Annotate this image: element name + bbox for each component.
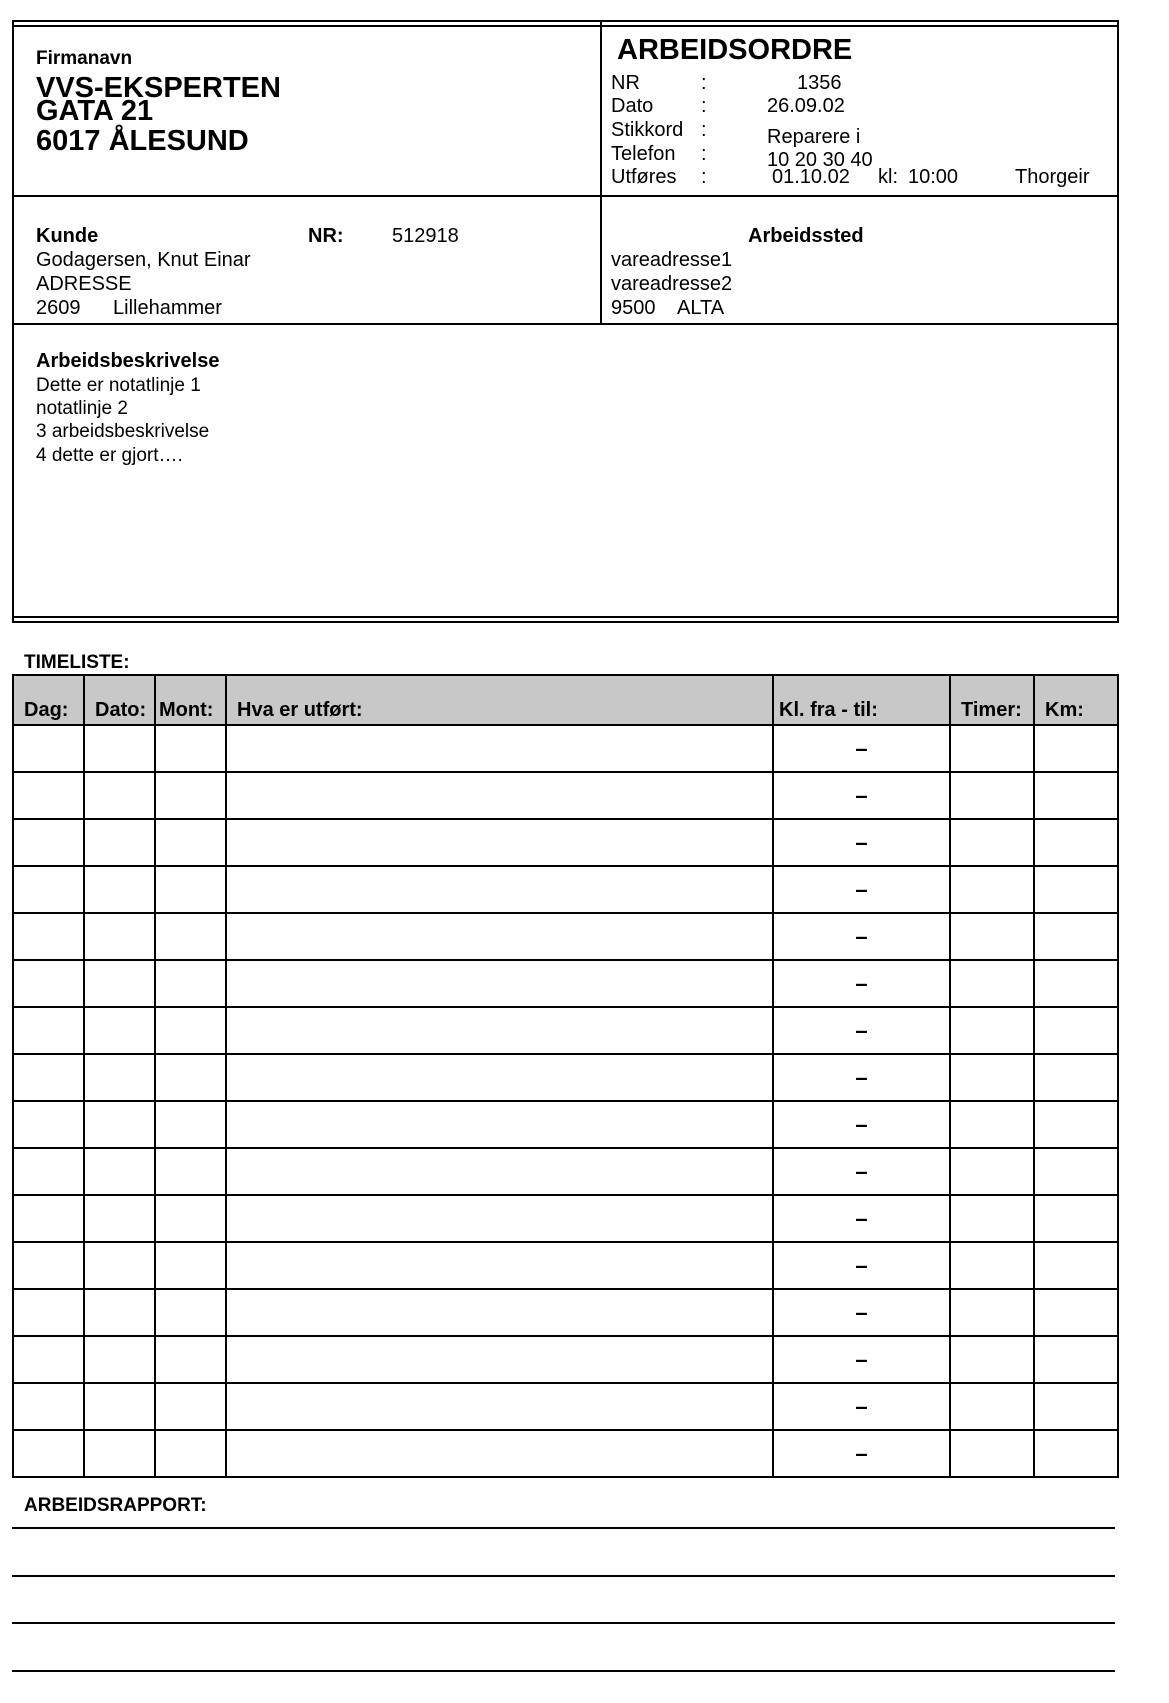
cell-time-range[interactable]: – [773, 1336, 950, 1383]
cell-date[interactable] [84, 1430, 155, 1477]
cell-fitter[interactable] [155, 1430, 226, 1477]
cell-time-range[interactable]: – [773, 866, 950, 913]
cell-time-range[interactable]: – [773, 772, 950, 819]
cell-hours[interactable] [950, 960, 1034, 1007]
cell-time-range[interactable]: – [773, 960, 950, 1007]
cell-fitter[interactable] [155, 866, 226, 913]
cell-work-done[interactable] [226, 1336, 773, 1383]
customer-address: ADRESSE [36, 273, 132, 295]
cell-hours[interactable] [950, 1195, 1034, 1242]
order-date-colon: : [701, 95, 707, 117]
cell-day[interactable] [13, 1195, 84, 1242]
cell-hours[interactable] [950, 772, 1034, 819]
cell-hours[interactable] [950, 1054, 1034, 1101]
header-box [12, 20, 1119, 623]
cell-km[interactable] [1034, 866, 1118, 913]
timesheet-row [13, 960, 1118, 1007]
cell-time-range[interactable]: – [773, 1148, 950, 1195]
timesheet-row [13, 1383, 1118, 1430]
timesheet-table [12, 674, 1119, 1478]
cell-km[interactable] [1034, 819, 1118, 866]
cell-hours[interactable] [950, 1242, 1034, 1289]
cell-date[interactable] [84, 1054, 155, 1101]
cell-km[interactable] [1034, 1430, 1118, 1477]
header-top-inner-line [12, 25, 1119, 27]
worksite-line2: vareadresse2 [611, 273, 733, 295]
cell-day[interactable] [13, 960, 84, 1007]
description-label: Arbeidsbeskrivelse [36, 350, 220, 372]
cell-km[interactable] [1034, 1007, 1118, 1054]
cell-date[interactable] [84, 1195, 155, 1242]
cell-date[interactable] [84, 1289, 155, 1336]
cell-km[interactable] [1034, 1148, 1118, 1195]
cell-date[interactable] [84, 1383, 155, 1430]
order-execute-value: 01.10.02 [772, 166, 850, 188]
cell-fitter[interactable] [155, 913, 226, 960]
worksite-line1: vareadresse1 [611, 249, 733, 271]
cell-km[interactable] [1034, 913, 1118, 960]
customer-name: Godagersen, Knut Einar [36, 249, 251, 271]
cell-time-range[interactable]: – [773, 1430, 950, 1477]
cell-date[interactable] [84, 1101, 155, 1148]
cell-fitter[interactable] [155, 1054, 226, 1101]
cell-day[interactable] [13, 1383, 84, 1430]
cell-work-done[interactable] [226, 1148, 773, 1195]
order-nr-label: NR [611, 72, 640, 94]
col-fitter: Mont: [155, 675, 226, 725]
col-hours: Timer: [950, 675, 1034, 725]
description-bottom-inner-line [12, 616, 1119, 618]
cell-hours[interactable] [950, 1101, 1034, 1148]
cell-hours[interactable] [950, 1148, 1034, 1195]
timesheet-body [13, 725, 1118, 1477]
cell-day[interactable] [13, 1101, 84, 1148]
cell-date[interactable] [84, 1148, 155, 1195]
cell-fitter[interactable] [155, 819, 226, 866]
cell-fitter[interactable] [155, 1383, 226, 1430]
header-row-line-2 [12, 323, 1119, 325]
customer-nr-value: 512918 [392, 225, 459, 247]
cell-km[interactable] [1034, 1336, 1118, 1383]
order-phone-colon: : [701, 143, 707, 165]
cell-fitter[interactable] [155, 1101, 226, 1148]
cell-date[interactable] [84, 772, 155, 819]
cell-fitter[interactable] [155, 960, 226, 1007]
cell-work-done[interactable] [226, 913, 773, 960]
customer-city: Lillehammer [113, 297, 222, 319]
cell-date[interactable] [84, 960, 155, 1007]
cell-day[interactable] [13, 1289, 84, 1336]
timesheet-row [13, 1289, 1118, 1336]
timesheet-row [13, 725, 1118, 772]
order-execute-colon: : [701, 166, 707, 188]
cell-work-done[interactable] [226, 1383, 773, 1430]
report-line[interactable] [12, 1670, 1115, 1672]
order-date-label: Dato [611, 95, 654, 117]
timesheet-row [13, 1101, 1118, 1148]
timesheet-row [13, 1336, 1118, 1383]
cell-fitter[interactable] [155, 1289, 226, 1336]
cell-day[interactable] [13, 1148, 84, 1195]
cell-day[interactable] [13, 913, 84, 960]
cell-work-done[interactable] [226, 960, 773, 1007]
order-assignee: Thorgeir [1015, 166, 1090, 188]
order-keyword-label: Stikkord [611, 119, 684, 141]
cell-km[interactable] [1034, 725, 1118, 772]
customer-label: Kunde [36, 225, 99, 247]
cell-hours[interactable] [950, 1007, 1034, 1054]
order-keyword-value: Reparere i [767, 126, 861, 148]
cell-time-range[interactable]: – [773, 1383, 950, 1430]
timesheet-row [13, 1148, 1118, 1195]
cell-work-done[interactable] [226, 1101, 773, 1148]
worksite-postcode: 9500 [611, 297, 656, 319]
cell-day[interactable] [13, 1007, 84, 1054]
cell-time-range[interactable]: – [773, 1242, 950, 1289]
company-city: 6017 ÅLESUND [36, 125, 249, 157]
customer-postcode: 2609 [36, 297, 81, 319]
timesheet-header-row [13, 675, 1118, 725]
cell-km[interactable] [1034, 1289, 1118, 1336]
cell-day[interactable] [13, 1430, 84, 1477]
cell-day[interactable] [13, 819, 84, 866]
cell-hours[interactable] [950, 819, 1034, 866]
order-time-value: 10:00 [908, 166, 959, 188]
timesheet-row [13, 1054, 1118, 1101]
cell-date[interactable] [84, 725, 155, 772]
cell-work-done[interactable] [226, 1242, 773, 1289]
worksite-city: ALTA [677, 297, 725, 319]
cell-time-range[interactable]: – [773, 1007, 950, 1054]
cell-day[interactable] [13, 1242, 84, 1289]
order-title: ARBEIDSORDRE [617, 34, 853, 66]
timesheet-row [13, 866, 1118, 913]
timesheet-row [13, 772, 1118, 819]
timesheet-row [13, 1007, 1118, 1054]
cell-work-done[interactable] [226, 772, 773, 819]
order-phone-value: 10 20 30 40 [767, 149, 873, 171]
company-name: VVS-EKSPERTEN [36, 72, 281, 104]
cell-work-done[interactable] [226, 1195, 773, 1242]
company-label: Firmanavn [36, 48, 133, 69]
cell-work-done[interactable] [226, 819, 773, 866]
timesheet-row [13, 1430, 1118, 1477]
cell-day[interactable] [13, 1336, 84, 1383]
cell-km[interactable] [1034, 1383, 1118, 1430]
cell-time-range[interactable]: – [773, 1054, 950, 1101]
cell-fitter[interactable] [155, 1242, 226, 1289]
cell-hours[interactable] [950, 1336, 1034, 1383]
cell-work-done[interactable] [226, 1054, 773, 1101]
col-km: Km: [1034, 675, 1118, 725]
cell-time-range[interactable]: – [773, 1101, 950, 1148]
timesheet-row [13, 1242, 1118, 1289]
cell-fitter[interactable] [155, 772, 226, 819]
report-title: ARBEIDSRAPPORT: [24, 1495, 207, 1516]
cell-work-done[interactable] [226, 866, 773, 913]
order-time-label: kl: [878, 166, 898, 188]
timesheet-title: TIMELISTE: [24, 652, 130, 673]
cell-km[interactable] [1034, 1242, 1118, 1289]
cell-fitter[interactable] [155, 725, 226, 772]
report-line[interactable] [12, 1622, 1115, 1624]
worksite-label: Arbeidssted [748, 225, 864, 247]
cell-date[interactable] [84, 913, 155, 960]
cell-km[interactable] [1034, 1054, 1118, 1101]
cell-day[interactable] [13, 866, 84, 913]
cell-time-range[interactable]: – [773, 1289, 950, 1336]
timesheet-row [13, 1195, 1118, 1242]
cell-fitter[interactable] [155, 1148, 226, 1195]
cell-date[interactable] [84, 866, 155, 913]
customer-nr-label: NR: [308, 225, 344, 247]
cell-date[interactable] [84, 1336, 155, 1383]
col-work-done: Hva er utført: [226, 675, 773, 725]
cell-fitter[interactable] [155, 1007, 226, 1054]
timesheet-row [13, 913, 1118, 960]
cell-hours[interactable] [950, 725, 1034, 772]
cell-time-range[interactable]: – [773, 1195, 950, 1242]
order-execute-label: Utføres [611, 166, 677, 188]
description-line: 4 dette er gjort…. [36, 445, 183, 466]
col-date: Dato: [84, 675, 155, 725]
order-phone-label: Telefon [611, 143, 676, 165]
description-line: 3 arbeidsbeskrivelse [36, 421, 210, 442]
cell-hours[interactable] [950, 866, 1034, 913]
cell-day[interactable] [13, 725, 84, 772]
report-line[interactable] [12, 1527, 1115, 1529]
company-street: GATA 21 [36, 95, 154, 127]
cell-hours[interactable] [950, 1383, 1034, 1430]
cell-time-range[interactable]: – [773, 819, 950, 866]
col-day: Dag: [13, 675, 84, 725]
header-divider [600, 20, 602, 325]
cell-work-done[interactable] [226, 1289, 773, 1336]
cell-work-done[interactable] [226, 725, 773, 772]
header-row-line-1 [12, 195, 1119, 197]
cell-date[interactable] [84, 1242, 155, 1289]
cell-day[interactable] [13, 1054, 84, 1101]
description-line: notatlinje 2 [36, 398, 128, 419]
cell-fitter[interactable] [155, 1195, 226, 1242]
order-nr-colon: : [701, 72, 707, 94]
cell-time-range[interactable]: – [773, 913, 950, 960]
cell-date[interactable] [84, 1007, 155, 1054]
description-line: Dette er notatlinje 1 [36, 375, 201, 396]
cell-time-range[interactable]: – [773, 725, 950, 772]
order-nr-value: 1356 [797, 72, 842, 94]
col-time-range: Kl. fra - til: [773, 675, 950, 725]
cell-fitter[interactable] [155, 1336, 226, 1383]
cell-km[interactable] [1034, 772, 1118, 819]
cell-work-done[interactable] [226, 1430, 773, 1477]
order-keyword-colon: : [701, 119, 707, 141]
cell-hours[interactable] [950, 1289, 1034, 1336]
cell-hours[interactable] [950, 1430, 1034, 1477]
cell-hours[interactable] [950, 913, 1034, 960]
cell-work-done[interactable] [226, 1007, 773, 1054]
cell-day[interactable] [13, 772, 84, 819]
order-date-value: 26.09.02 [767, 95, 845, 117]
cell-km[interactable] [1034, 1195, 1118, 1242]
cell-km[interactable] [1034, 960, 1118, 1007]
timesheet-row [13, 819, 1118, 866]
cell-km[interactable] [1034, 1101, 1118, 1148]
report-line[interactable] [12, 1575, 1115, 1577]
cell-date[interactable] [84, 819, 155, 866]
